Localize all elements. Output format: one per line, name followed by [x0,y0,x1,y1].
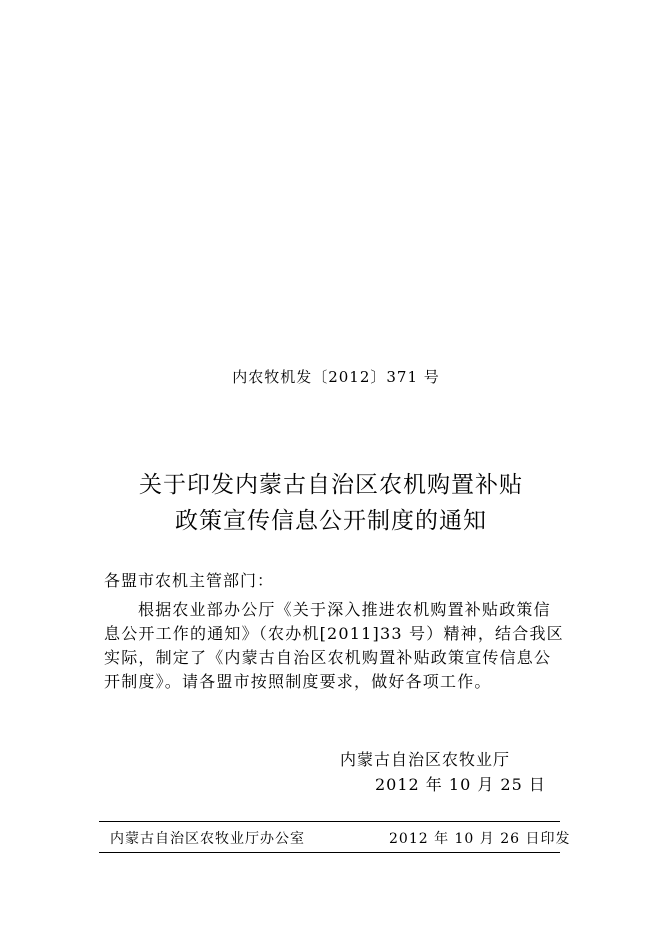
title-line-2: 政策宣传信息公开制度的通知 [175,508,487,534]
footer-top-rule [99,821,560,822]
issue-date: 2012 年 10 月 25 日 [375,775,546,794]
footer-bottom-rule [99,852,560,853]
body-line-1: 根据农业部办公厅《关于深入推进农机购置补贴政策信 [138,600,551,619]
body-line-4: 开制度》。请各盟市按照制度要求，做好各项工作。 [104,672,492,691]
title-line-1: 关于印发内蒙古自治区农机购置补贴 [139,472,523,498]
document-number: 内农牧机发〔2012〕371 号 [232,368,440,386]
footer-office: 内蒙古自治区农牧业厅办公室 [110,831,305,847]
footer-print-date: 2012 年 10 月 26 日印发 [389,831,571,847]
salutation: 各盟市农机主管部门： [104,571,275,590]
issuer-name: 内蒙古自治区农牧业厅 [340,750,511,769]
body-line-2: 息公开工作的通知》（农办机[2011]33 号）精神，结合我区 [104,624,564,643]
body-line-3: 实际，制定了《内蒙古自治区农机购置补贴政策宣传信息公 [104,648,552,667]
